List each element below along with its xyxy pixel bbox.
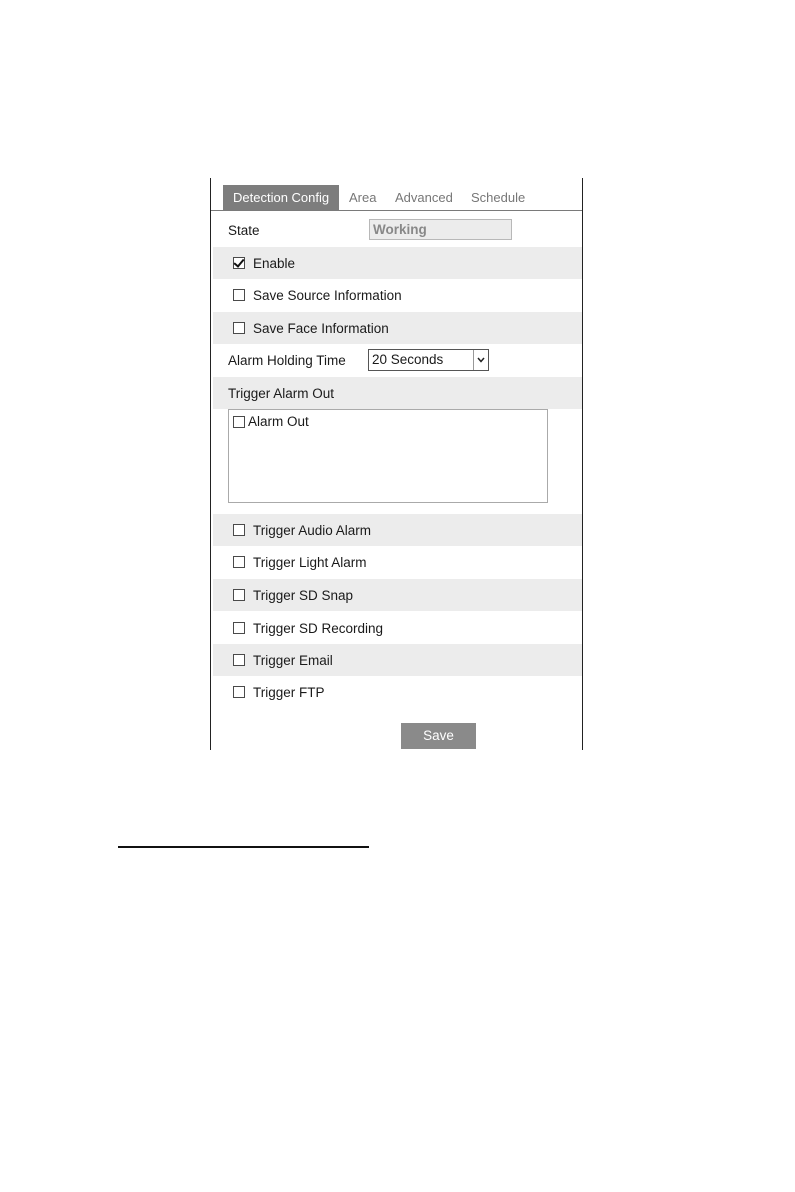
- trigger-sd-snap-checkbox[interactable]: [233, 589, 245, 601]
- alarm-out-checkbox[interactable]: [233, 416, 245, 428]
- alarm-holding-select[interactable]: [368, 349, 489, 371]
- save-source-label: Save Source Information: [253, 287, 402, 303]
- divider: [118, 846, 369, 848]
- trigger-audio-alarm-row[interactable]: [213, 514, 582, 546]
- tab-bar: [211, 185, 582, 211]
- chevron-down-icon[interactable]: [473, 350, 488, 370]
- trigger-audio-alarm-label: Trigger Audio Alarm: [253, 522, 372, 538]
- trigger-alarm-out-row: [213, 377, 582, 409]
- save-face-checkbox[interactable]: [233, 322, 245, 334]
- trigger-sd-recording-row[interactable]: [213, 612, 582, 644]
- save-face-label: Save Face Information: [253, 320, 389, 336]
- trigger-sd-snap-label: Trigger SD Snap: [253, 587, 354, 603]
- trigger-sd-recording-label: Trigger SD Recording: [253, 620, 384, 636]
- enable-row[interactable]: [213, 247, 582, 279]
- tab-area[interactable]: Area: [349, 190, 377, 205]
- alarm-out-label: Alarm Out: [248, 414, 309, 429]
- trigger-email-checkbox[interactable]: [233, 654, 245, 666]
- trigger-alarm-out-label: Trigger Alarm Out: [228, 385, 335, 401]
- trigger-ftp-checkbox[interactable]: [233, 686, 245, 698]
- state-field: Working: [369, 219, 512, 240]
- trigger-light-alarm-row[interactable]: [213, 546, 582, 578]
- trigger-email-row[interactable]: [213, 644, 582, 676]
- trigger-light-alarm-checkbox[interactable]: [233, 556, 245, 568]
- tab-detection-config[interactable]: Detection Config: [223, 185, 339, 210]
- trigger-sd-snap-row[interactable]: [213, 579, 582, 611]
- tab-schedule[interactable]: Schedule: [471, 190, 526, 205]
- enable-checkbox[interactable]: [233, 257, 245, 269]
- enable-label: Enable: [253, 255, 296, 271]
- trigger-sd-recording-checkbox[interactable]: [233, 622, 245, 634]
- alarm-holding-label: Alarm Holding Time: [228, 352, 346, 368]
- save-face-row[interactable]: [213, 312, 582, 344]
- save-button[interactable]: Save: [401, 723, 476, 749]
- save-source-checkbox[interactable]: [233, 289, 245, 301]
- trigger-light-alarm-label: Trigger Light Alarm: [253, 554, 367, 570]
- tab-advanced[interactable]: Advanced: [395, 190, 453, 205]
- trigger-ftp-label: Trigger FTP: [253, 684, 325, 700]
- list-item[interactable]: [233, 414, 309, 429]
- alarm-holding-value: 20 Seconds: [372, 352, 444, 367]
- alarm-out-list[interactable]: [228, 409, 548, 503]
- detection-config-panel: [210, 178, 583, 750]
- state-label: State: [228, 222, 260, 238]
- trigger-audio-alarm-checkbox[interactable]: [233, 524, 245, 536]
- trigger-ftp-row[interactable]: [213, 676, 582, 708]
- trigger-email-label: Trigger Email: [253, 652, 333, 668]
- save-source-row[interactable]: [213, 279, 582, 311]
